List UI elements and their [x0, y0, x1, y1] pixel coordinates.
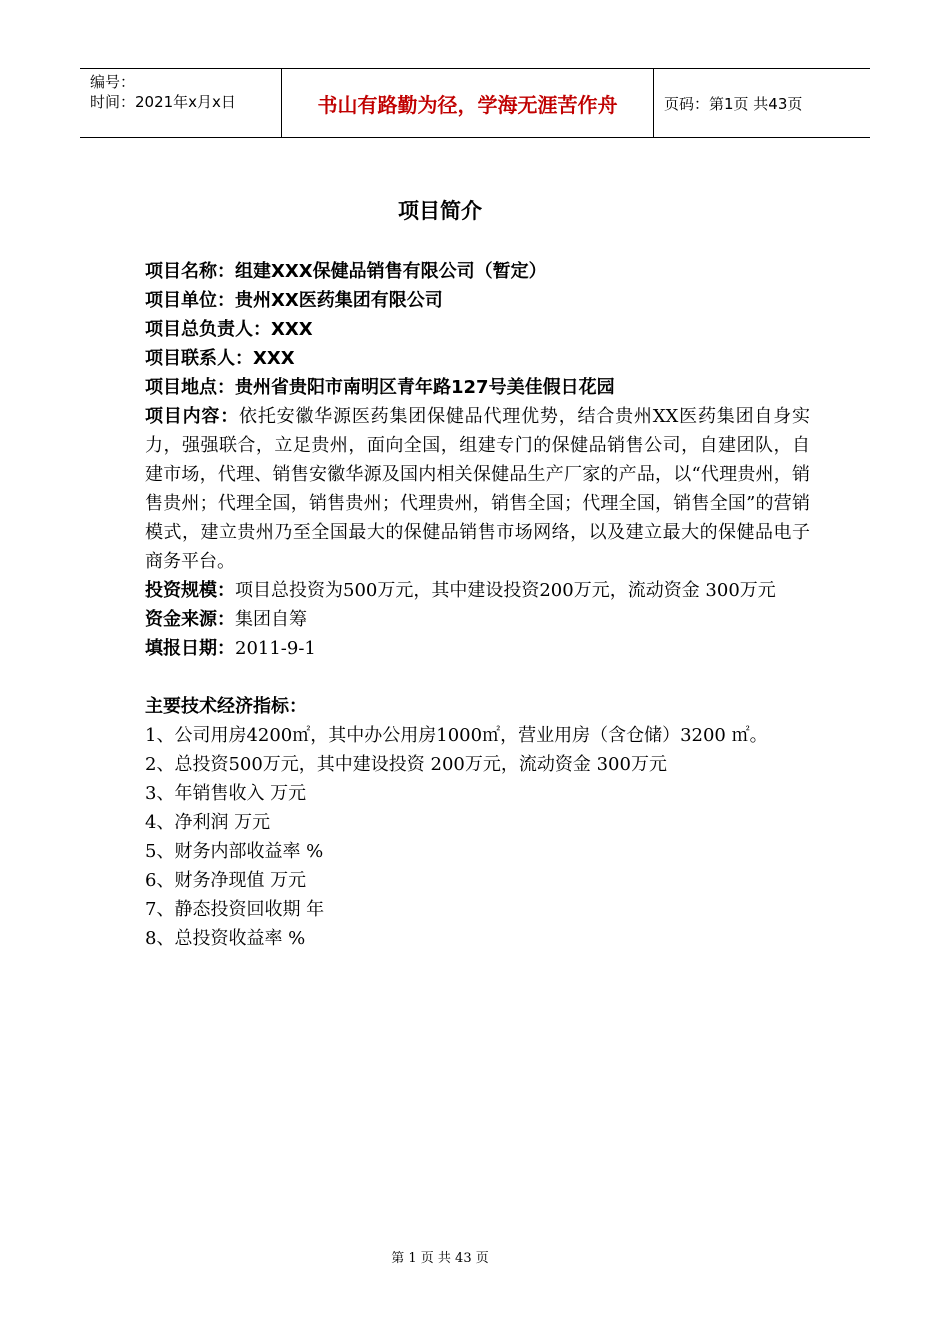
investment-scale-paragraph [145, 576, 810, 605]
indicator-item: 5、财务内部收益率 % [145, 841, 324, 862]
project-contact-value: XXX [253, 348, 295, 369]
project-content-paragraph [145, 402, 810, 576]
project-content-value: 依托安徽华源医药集团保健品代理优势，结合贵州XX医药集团自身实力，强强联合，立足贵州，面向全国，组建专门的保健品销售公司，自建团队，自建市场，代理、销售安徽华源及国内相关保健品生产厂家的产品，以“代理贵州，销售贵州；代理全国，销售贵州；代理贵州，销售全国；代理全国，销售全国”的营销模式，建立贵州乃至全国最大的保健品销售市场网络，以及建立最大的保健品电子商务平台。 [145, 406, 810, 572]
fund-source-value: 集团自筹 [235, 609, 307, 630]
header-left-cell [80, 69, 282, 137]
report-date-line [145, 634, 810, 663]
project-content-label: 项目内容： [145, 406, 240, 427]
project-unit-line [145, 286, 810, 315]
investment-scale-value: 项目总投资为500万元，其中建设投资200万元，流动资金 300万元 [235, 580, 776, 601]
spacer [145, 663, 810, 692]
fund-source-line [145, 605, 810, 634]
project-location-line [145, 373, 810, 402]
document-body [145, 257, 810, 953]
indicator-item: 2、总投资500万元，其中建设投资 200万元，流动资金 300万元 [145, 754, 667, 775]
time-label: 时间：2021年x月x日 [90, 93, 236, 111]
project-name-label: 项目名称： [145, 261, 235, 282]
header-page-info: 页码：第1页 共43页 [664, 94, 803, 113]
project-name-value: 组建XXX保健品销售有限公司（暂定） [235, 261, 547, 282]
project-location-value: 贵州省贵阳市南明区青年路127号美佳假日花园 [235, 377, 615, 398]
indicators-heading: 主要技术经济指标： [145, 696, 307, 717]
project-leader-value: XXX [271, 319, 313, 340]
indicator-item: 7、静态投资回收期 年 [145, 899, 325, 920]
indicator-item: 6、财务净现值 万元 [145, 870, 307, 891]
project-leader-line [145, 315, 810, 344]
page-header [80, 68, 870, 138]
fund-source-label: 资金来源： [145, 609, 235, 630]
project-name-line [145, 257, 810, 286]
investment-scale-label: 投资规模： [145, 580, 235, 601]
indicator-item: 1、公司用房4200㎡，其中办公用房1000㎡，营业用房（含仓储）3200 ㎡。 [145, 725, 768, 746]
project-unit-value: 贵州XX医药集团有限公司 [235, 290, 443, 311]
project-location-label: 项目地点： [145, 377, 235, 398]
report-date-value: 2011-9-1 [235, 638, 316, 659]
project-unit-label: 项目单位： [145, 290, 235, 311]
page-footer: 第 1 页 共 43 页 [391, 1251, 489, 1266]
indicator-item: 4、净利润 万元 [145, 812, 271, 833]
project-leader-label: 项目总负责人： [145, 319, 271, 340]
header-motto: 书山有路勤为径，学海无涯苦作舟 [282, 69, 654, 137]
project-contact-label: 项目联系人： [145, 348, 253, 369]
number-label: 编号： [90, 73, 136, 91]
document-title: 项目简介 [398, 199, 482, 223]
report-date-label: 填报日期： [145, 638, 235, 659]
indicator-item: 8、总投资收益率 % [145, 928, 306, 949]
indicator-item: 3、年销售收入 万元 [145, 783, 307, 804]
project-contact-line [145, 344, 810, 373]
